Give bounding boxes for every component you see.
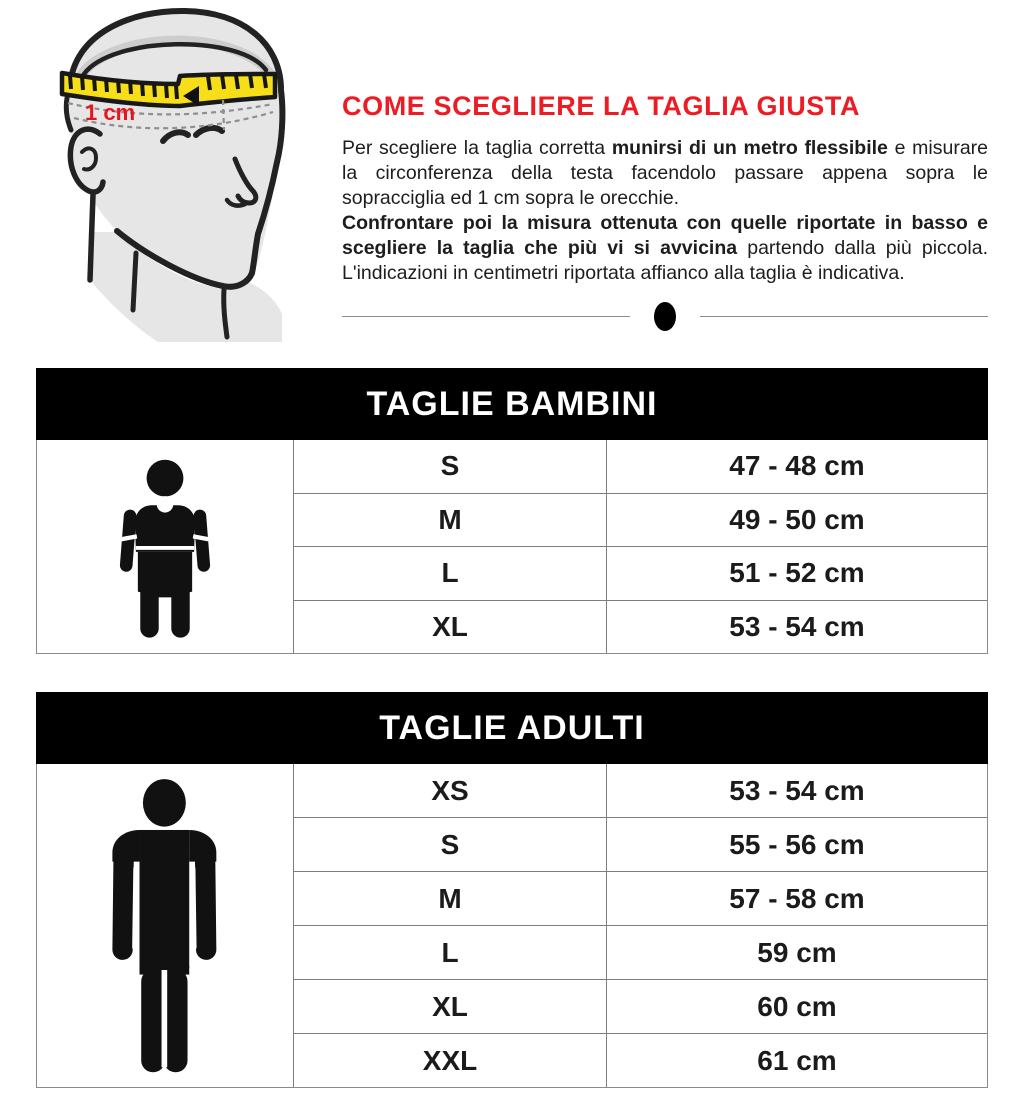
text-segment-bold: Confrontare poi la misura ottenuta con quelle riportate in basso e scegliere la taglia che più vi si avvicina bbox=[342, 212, 988, 259]
intro-section bbox=[0, 0, 1024, 352]
size-label-cell: S bbox=[294, 440, 607, 493]
head-measurement-illustration bbox=[30, 2, 330, 342]
instructions-paragraph-1 bbox=[342, 136, 988, 211]
text-segment: partendo dalla più piccola. L'indicazioni in centimetri riportata affianco alla taglia è indicativa. bbox=[342, 237, 988, 284]
size-row bbox=[294, 440, 987, 493]
size-label-cell: S bbox=[294, 818, 607, 871]
size-tables-section bbox=[0, 368, 1024, 1088]
taglie-adulti-body bbox=[36, 764, 988, 1088]
size-range-cell: 55 - 56 cm bbox=[729, 828, 865, 860]
divider-line bbox=[700, 316, 988, 317]
size-row bbox=[294, 493, 987, 547]
size-row bbox=[294, 979, 987, 1033]
size-label-cell: XL bbox=[294, 601, 607, 654]
size-row bbox=[294, 600, 987, 654]
adult-figure-icon bbox=[109, 778, 222, 1074]
size-range-cell: 61 cm bbox=[757, 1044, 837, 1076]
size-range-cell: 53 - 54 cm bbox=[729, 610, 865, 642]
taglie-adulti-table bbox=[36, 692, 988, 1088]
head-shape bbox=[66, 11, 282, 342]
size-range-cell: 47 - 48 cm bbox=[729, 450, 865, 482]
size-label-cell: XL bbox=[294, 980, 607, 1033]
size-row bbox=[294, 871, 987, 925]
divider-line bbox=[342, 316, 630, 317]
size-row bbox=[294, 764, 987, 817]
child-figure-icon bbox=[116, 451, 214, 643]
size-label-cell: XS bbox=[294, 764, 607, 817]
size-range-cell: 53 - 54 cm bbox=[729, 774, 865, 806]
size-label-cell: M bbox=[294, 872, 607, 925]
text-segment: Per scegliere la taglia corretta bbox=[342, 137, 612, 159]
section-divider bbox=[342, 302, 988, 331]
taglie-adulti-title: TAGLIE ADULTI bbox=[36, 692, 988, 764]
divider-dot bbox=[654, 302, 676, 331]
size-row bbox=[294, 546, 987, 600]
size-label-cell: M bbox=[294, 494, 607, 547]
size-range-cell: 49 - 50 cm bbox=[729, 503, 865, 535]
icon-cell bbox=[37, 764, 294, 1087]
size-range-cell: 60 cm bbox=[757, 990, 837, 1022]
page-title: COME SCEGLIERE LA TAGLIA GIUSTA bbox=[342, 91, 861, 121]
illustration-wrap bbox=[30, 2, 332, 352]
size-range-cell: 57 - 58 cm bbox=[729, 882, 865, 914]
size-range-cell: 51 - 52 cm bbox=[729, 557, 865, 589]
size-row bbox=[294, 925, 987, 979]
size-label-cell: L bbox=[294, 547, 607, 600]
size-rows bbox=[294, 440, 987, 653]
taglie-bambini-body bbox=[36, 440, 988, 654]
size-row bbox=[294, 1033, 987, 1087]
instructions-paragraph-2 bbox=[342, 211, 988, 286]
instructions-block bbox=[332, 2, 988, 352]
taglie-bambini-title: TAGLIE BAMBINI bbox=[36, 368, 988, 440]
icon-cell bbox=[37, 440, 294, 653]
text-segment: e misurare la circonferenza della testa facendolo passare appena sopra le sopracciglia ed 1 cm sopra le orecchie. bbox=[342, 137, 989, 209]
taglie-bambini-table bbox=[36, 368, 988, 654]
size-range-cell: 59 cm bbox=[757, 936, 837, 968]
size-label-cell: L bbox=[294, 926, 607, 979]
size-row bbox=[294, 817, 987, 871]
size-label-cell: XXL bbox=[294, 1034, 607, 1087]
text-segment-bold: munirsi di un metro flessibile bbox=[611, 137, 888, 159]
one-cm-label: 1 cm bbox=[85, 100, 136, 125]
size-rows bbox=[294, 764, 987, 1087]
